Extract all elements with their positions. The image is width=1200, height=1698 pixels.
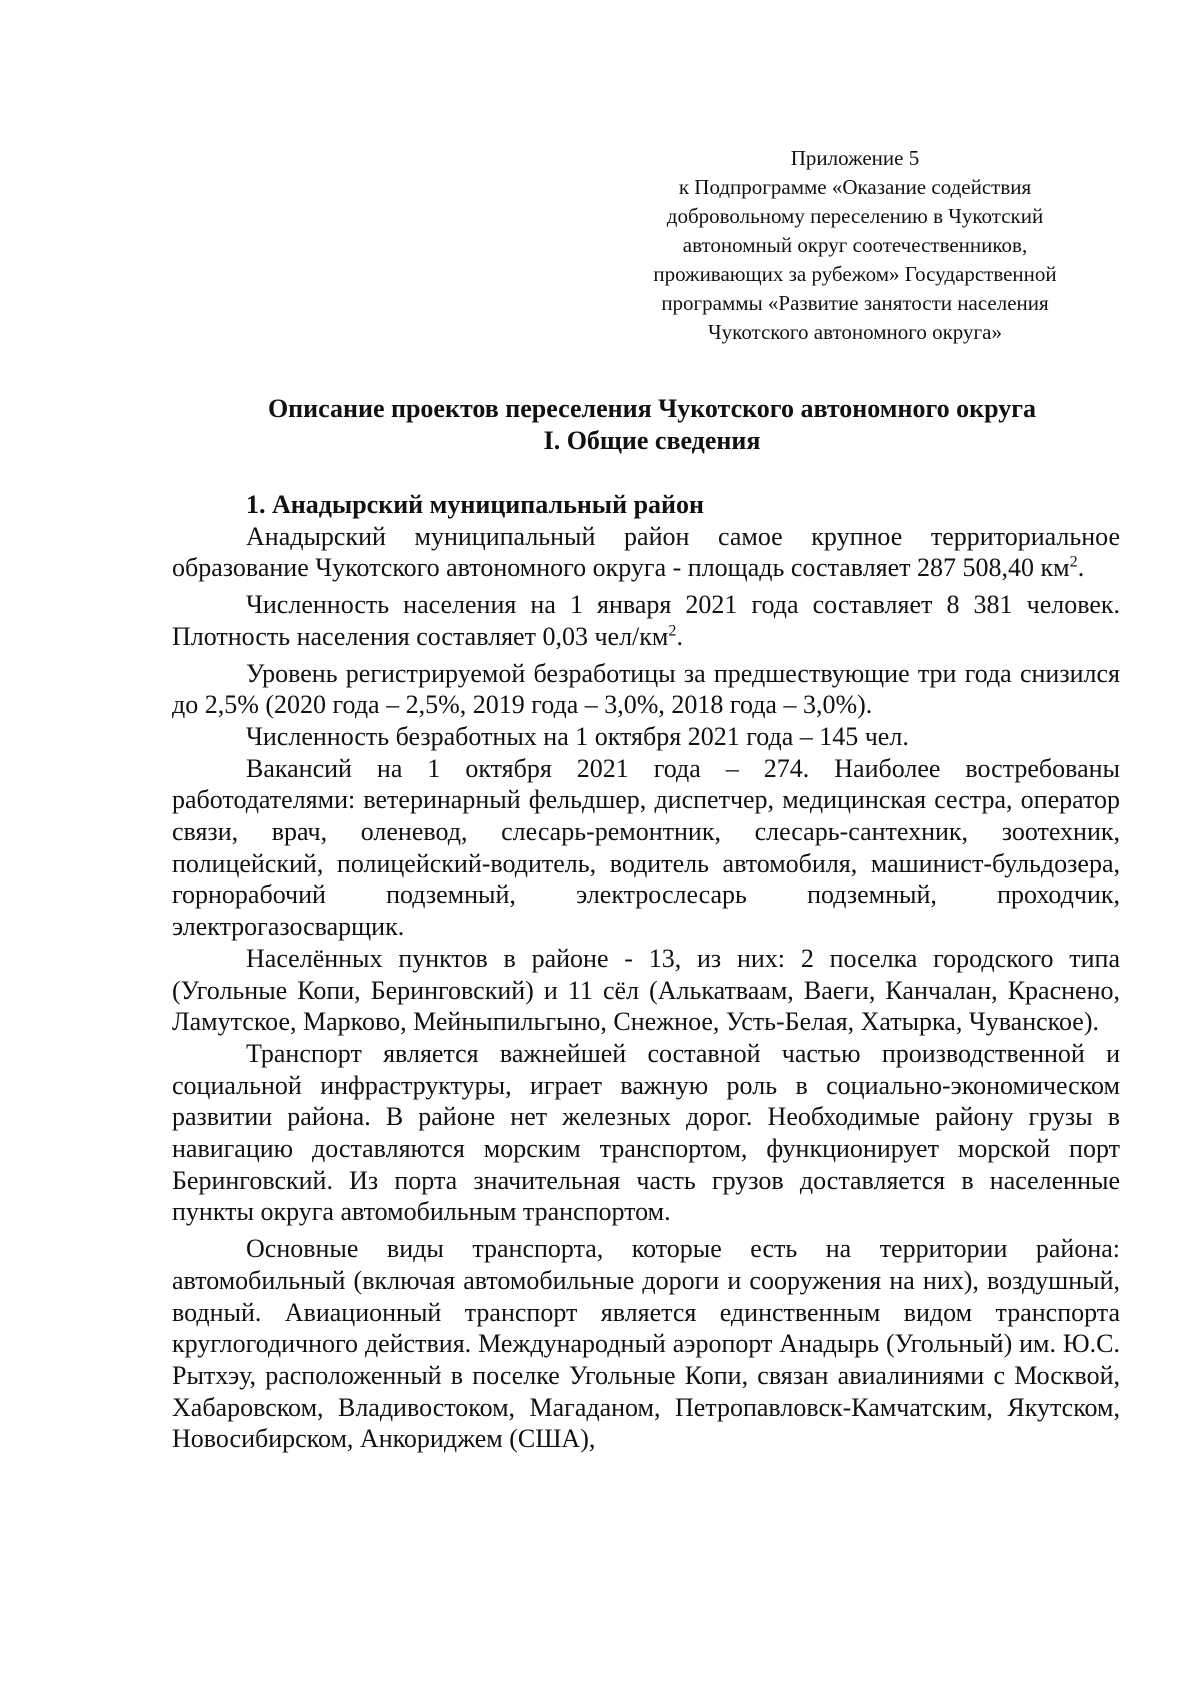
paragraph-settlements: Населённых пунктов в районе - 13, из них: 2 поселка городского типа (Угольные Копи, Беринговский) и 11 сёл (Алькатваам, Ваеги, Канчалан, Краснено, Ламутское, Марково, Мейныпильгыно, Снежное, Усть-Белая, Хатырка, Чуванское). <box>172 943 1120 1037</box>
superscript-two: 2 <box>668 622 677 640</box>
appendix-line: автономный округ соотечественников, <box>682 233 1028 257</box>
section-heading: 1. Анадырский муниципальный район <box>246 490 705 519</box>
appendix-line: добровольному переселению в Чукотский <box>666 204 1044 228</box>
appendix-line: Чукотского автономного округа» <box>708 320 1002 344</box>
appendix-line: к Подпрограмме «Оказание содействия <box>678 175 1032 199</box>
paragraph-unemployed: Численность безработных на 1 октября 2021 года – 145 чел. <box>246 721 909 751</box>
document-subtitle: I. Общие сведения <box>543 426 761 455</box>
superscript-two: 2 <box>1069 553 1078 571</box>
paragraph-area-tail: . <box>1077 553 1085 583</box>
appendix-line: Приложение 5 <box>790 146 920 170</box>
appendix-line: программы «Развитие занятости населения <box>661 291 1049 315</box>
document-body <box>172 489 1120 1455</box>
paragraph-population-tail: . <box>676 621 683 651</box>
appendix-note <box>620 144 1090 347</box>
document-title: Описание проектов переселения Чукотского автономного округа <box>267 394 1037 423</box>
appendix-line: проживающих за рубежом» Государственной <box>653 262 1057 286</box>
paragraph-vacancies: Вакансий на 1 октября 2021 года – 274. Наиболее востребованы работодателями: ветеринарный фельдшер, диспетчер, медицинская сестра, оператор связи, врач, оленевод, слесарь-ремонтник, слесарь-сантехник, зоотехник, полицейский, полицейский-водитель, водитель автомобиля, машинист-бульдозера, горнорабочий подземный, электрослесарь подземный, проходчик, электрогазосварщик. <box>172 753 1120 942</box>
paragraph-area <box>172 521 1120 584</box>
paragraph-transport-role: Транспорт является важнейшей составной частью производственной и социальной инфраструктуры, играет важную роль в социально-экономическом развитии района. В районе нет железных дорог. Необходимые району грузы в навигацию доставляются морским транспортом, функционирует морской порт Беринговский. Из порта значительная часть грузов доставляется в населенные пункты округа автомобильным транспортом. <box>172 1038 1120 1227</box>
paragraph-transport-types: Основные виды транспорта, которые есть на территории района: автомобильный (включая автомобильные дороги и сооружения на них), воздушный, водный. Авиационный транспорт является единственным видом транспорта круглогодичного действия. Международный аэропорт Анадырь (Угольный) им. Ю.С. Рытхэу, расположенный в поселке Угольные Копи, связан авиалиниями с Москвой, Хабаровском, Владивостоком, Магаданом, Петропавловск-Камчатским, Якутском, Новосибирском, Анкориджем (США), <box>172 1234 1120 1454</box>
paragraph-population <box>172 589 1120 652</box>
paragraph-area-text: Анадырский муниципальный район самое крупное территориальное образование Чукотского автономного округа - площадь составляет 287 508,40 км <box>172 521 1120 583</box>
paragraph-population-text: Численность населения на 1 января 2021 года составляет 8 381 человек. Плотность населения составляет 0,03 чел/км <box>172 590 1120 651</box>
paragraph-unemployment-rate: Уровень регистрируемой безработицы за предшествующие три года снизился до 2,5% (2020 года – 2,5%, 2019 года – 3,0%, 2018 года – 3,0%). <box>172 658 1120 720</box>
